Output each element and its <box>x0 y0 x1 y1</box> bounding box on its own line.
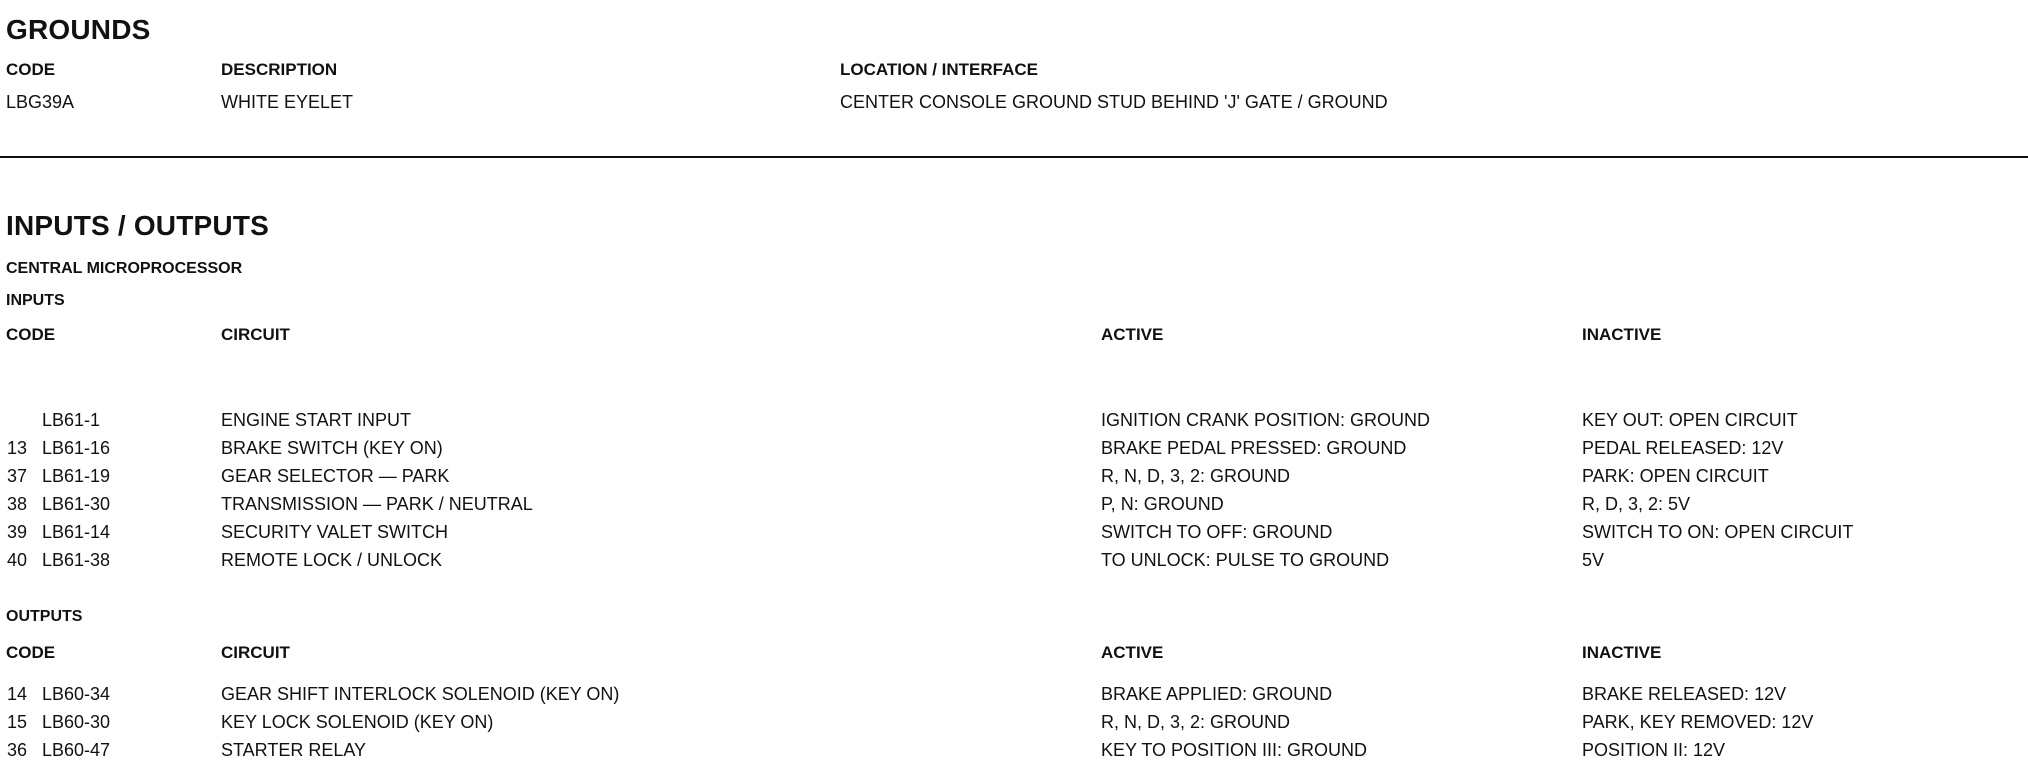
outputs-header-circuit: CIRCUIT <box>221 643 290 662</box>
io-subtitle: CENTRAL MICROPROCESSOR <box>6 260 243 277</box>
output-row <box>0 712 2028 740</box>
inputs-header-code: CODE <box>6 325 56 344</box>
row-active: KEY TO POSITION III: GROUND <box>1101 740 1368 760</box>
input-row <box>0 550 2028 578</box>
row-code: LB60-47 <box>42 740 111 760</box>
row-code: LB61-38 <box>42 550 111 570</box>
row-number: 14 <box>7 684 28 704</box>
row-number: 36 <box>7 740 28 760</box>
grounds-row-description: WHITE EYELET <box>221 92 354 112</box>
row-number: 40 <box>7 550 28 570</box>
inputs-header-inactive: INACTIVE <box>1582 325 1662 344</box>
input-row <box>0 494 2028 522</box>
grounds-title: GROUNDS <box>6 14 151 45</box>
row-circuit: STARTER RELAY <box>221 740 367 760</box>
row-active: IGNITION CRANK POSITION: GROUND <box>1101 410 1431 430</box>
output-row <box>0 740 2028 768</box>
row-inactive: KEY OUT: OPEN CIRCUIT <box>1582 410 1798 430</box>
grounds-header-location: LOCATION / INTERFACE <box>840 60 1039 79</box>
row-circuit: GEAR SHIFT INTERLOCK SOLENOID (KEY ON) <box>221 684 620 704</box>
row-code: LB61-16 <box>42 438 111 458</box>
row-inactive: 5V <box>1582 550 1605 570</box>
row-code: LB61-14 <box>42 522 111 542</box>
grounds-row-code: LBG39A <box>6 92 75 112</box>
row-code: LB61-30 <box>42 494 111 514</box>
grounds-header-description: DESCRIPTION <box>221 60 338 79</box>
row-circuit: GEAR SELECTOR — PARK <box>221 466 450 486</box>
row-inactive: SWITCH TO ON: OPEN CIRCUIT <box>1582 522 1854 542</box>
row-number: 15 <box>7 712 28 732</box>
input-row <box>0 410 2028 438</box>
row-active: P, N: GROUND <box>1101 494 1224 514</box>
row-code: LB61-1 <box>42 410 101 430</box>
io-title: INPUTS / OUTPUTS <box>6 210 269 241</box>
row-active: TO UNLOCK: PULSE TO GROUND <box>1101 550 1390 570</box>
row-inactive: R, D, 3, 2: 5V <box>1582 494 1691 514</box>
row-active: R, N, D, 3, 2: GROUND <box>1101 466 1291 486</box>
output-row <box>0 684 2028 712</box>
outputs-label: OUTPUTS <box>6 608 83 625</box>
outputs-header-code: CODE <box>6 643 56 662</box>
grounds-row-location: CENTER CONSOLE GROUND STUD BEHIND 'J' GATE / GROUND <box>840 92 1388 112</box>
row-code: LB61-19 <box>42 466 111 486</box>
row-active: R, N, D, 3, 2: GROUND <box>1101 712 1291 732</box>
row-code: LB60-30 <box>42 712 111 732</box>
outputs-header-active: ACTIVE <box>1101 643 1164 662</box>
inputs-header-active: ACTIVE <box>1101 325 1164 344</box>
row-circuit: TRANSMISSION — PARK / NEUTRAL <box>221 494 533 514</box>
row-active: BRAKE PEDAL PRESSED: GROUND <box>1101 438 1407 458</box>
input-row <box>0 466 2028 494</box>
row-circuit: KEY LOCK SOLENOID (KEY ON) <box>221 712 494 732</box>
row-circuit: ENGINE START INPUT <box>221 410 412 430</box>
row-number: 38 <box>7 494 28 514</box>
row-circuit: REMOTE LOCK / UNLOCK <box>221 550 443 570</box>
input-row <box>0 438 2028 466</box>
row-number: 39 <box>7 522 28 542</box>
input-row <box>0 522 2028 550</box>
row-inactive: PARK, KEY REMOVED: 12V <box>1582 712 1814 732</box>
row-number: 13 <box>7 438 28 458</box>
row-active: BRAKE APPLIED: GROUND <box>1101 684 1333 704</box>
row-inactive: BRAKE RELEASED: 12V <box>1582 684 1787 704</box>
row-circuit: SECURITY VALET SWITCH <box>221 522 449 542</box>
row-code: LB60-34 <box>42 684 111 704</box>
section-divider <box>0 156 2028 158</box>
row-inactive: POSITION II: 12V <box>1582 740 1726 760</box>
inputs-header-circuit: CIRCUIT <box>221 325 290 344</box>
outputs-header-inactive: INACTIVE <box>1582 643 1662 662</box>
row-active: SWITCH TO OFF: GROUND <box>1101 522 1333 542</box>
row-circuit: BRAKE SWITCH (KEY ON) <box>221 438 443 458</box>
grounds-header-code: CODE <box>6 60 56 79</box>
row-number: 37 <box>7 466 28 486</box>
row-inactive: PEDAL RELEASED: 12V <box>1582 438 1784 458</box>
row-inactive: PARK: OPEN CIRCUIT <box>1582 466 1769 486</box>
inputs-label: INPUTS <box>6 292 65 309</box>
